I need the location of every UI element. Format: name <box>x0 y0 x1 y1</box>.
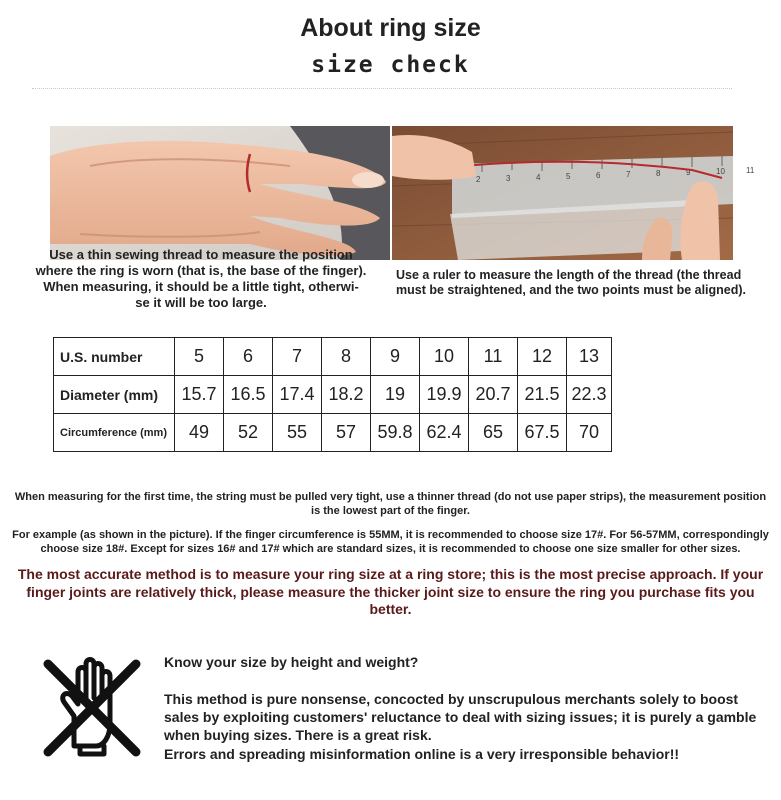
caption-line: where the ring is worn (that is, the base of the finger). <box>35 263 367 278</box>
table-cell: 18.2 <box>322 376 371 414</box>
row-label: U.S. number <box>54 338 175 376</box>
misinformation-warning: Errors and spreading misinformation online is a very irresponsible behavior!! <box>164 746 680 762</box>
first-time-note: When measuring for the first time, the string must be pulled very tight, use a thinner thread (do not use paper strips), the measurement position is the lowest part of the finger. <box>14 491 767 517</box>
table-cell: 21.5 <box>518 376 567 414</box>
crossed-hand-icon <box>40 652 146 760</box>
ruler-number: 11 <box>746 166 755 175</box>
table-cell: 65 <box>469 414 518 452</box>
table-cell: 7 <box>273 338 322 376</box>
page-title: About ring size <box>300 14 481 42</box>
row-label: Circumference (mm) <box>54 414 175 452</box>
table-cell: 19.9 <box>420 376 469 414</box>
table-cell: 19 <box>371 376 420 414</box>
table-cell: 8 <box>322 338 371 376</box>
left-photo-caption <box>12 247 390 311</box>
table-cell: 11 <box>469 338 518 376</box>
finger-thread-photo <box>50 126 390 260</box>
table-cell: 17.4 <box>273 376 322 414</box>
ring-size-table <box>53 337 612 452</box>
table-cell: 12 <box>518 338 567 376</box>
ruler-number: 4 <box>536 173 541 182</box>
table-cell: 49 <box>175 414 224 452</box>
table-cell: 59.8 <box>371 414 420 452</box>
table-cell: 22.3 <box>567 376 612 414</box>
table-cell: 20.7 <box>469 376 518 414</box>
table-cell: 57 <box>322 414 371 452</box>
right-photo-caption: Use a ruler to measure the length of the thread (the thread must be straightened, and the two points must be aligned). <box>396 268 747 297</box>
table-cell: 10 <box>420 338 469 376</box>
row-label: Diameter (mm) <box>54 376 175 414</box>
ruler-number: 8 <box>656 169 661 178</box>
nonsense-warning: This method is pure nonsense, concocted by unscrupulous merchants solely to boost sales by exploiting customers' reluctance to deal with sizing issues; it is purely a gamble when buying sizes. There is a great risk. <box>164 691 757 743</box>
table-cell: 70 <box>567 414 612 452</box>
table-cell: 6 <box>224 338 273 376</box>
table-cell: 9 <box>371 338 420 376</box>
table-cell: 16.5 <box>224 376 273 414</box>
caption-line: When measuring, it should be a little tight, otherwi- <box>43 279 359 294</box>
accurate-method-note: The most accurate method is to measure your ring size at a ring store; this is the most precise approach. If your finger joints are relatively thick, please measure the thicker joint size to ensure the ring you purchase fits you better. <box>17 566 764 617</box>
table-cell: 5 <box>175 338 224 376</box>
ruler-number: 10 <box>716 167 725 176</box>
dotted-divider <box>32 88 732 89</box>
table-cell: 62.4 <box>420 414 469 452</box>
page-subtitle: size check <box>311 52 470 78</box>
table-cell: 67.5 <box>518 414 567 452</box>
ruler-measure-photo <box>392 126 755 260</box>
circumference-row <box>54 414 612 452</box>
table-cell: 15.7 <box>175 376 224 414</box>
ruler-number: 2 <box>476 175 481 184</box>
ruler-number: 6 <box>596 171 601 180</box>
ruler-number: 5 <box>566 172 571 181</box>
table-cell: 52 <box>224 414 273 452</box>
caption-line: Use a thin sewing thread to measure the position <box>49 247 353 262</box>
diameter-row <box>54 376 612 414</box>
ruler-number: 7 <box>626 170 631 179</box>
height-weight-question: Know your size by height and weight? <box>164 654 419 670</box>
us-number-row <box>54 338 612 376</box>
ruler-number: 9 <box>686 168 691 177</box>
table-cell: 55 <box>273 414 322 452</box>
ruler-number: 3 <box>506 174 511 183</box>
caption-line: se it will be too large. <box>135 295 267 310</box>
example-note: For example (as shown in the picture). If the finger circumference is 55MM, it is recommended to choose size 17#. For 56-57MM, correspondingly choose size 18#. Except for sizes 16# and 17# which are standard sizes, it is recommended to choose one size smaller for other sizes. <box>12 529 769 555</box>
table-cell: 13 <box>567 338 612 376</box>
